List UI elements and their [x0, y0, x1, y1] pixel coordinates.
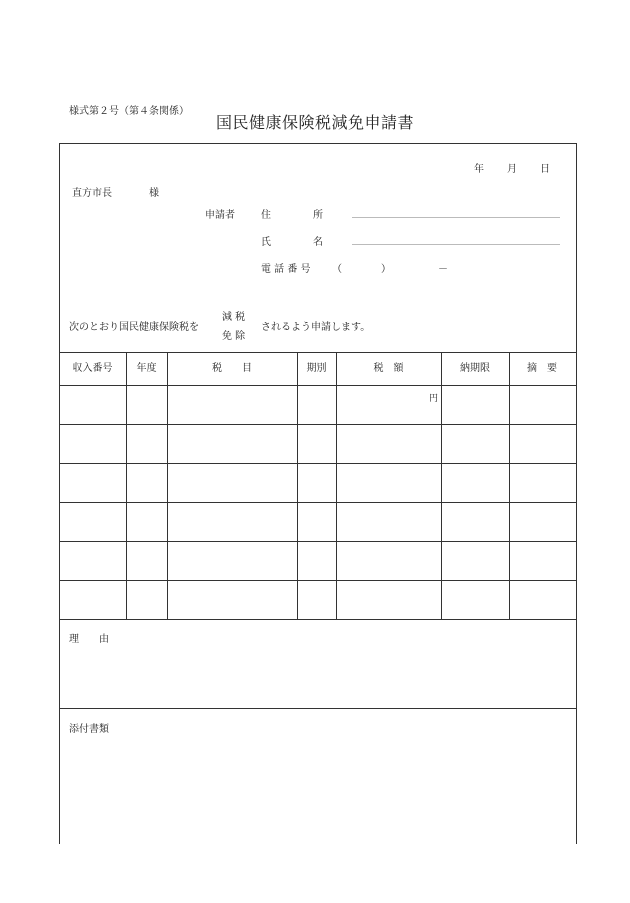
table-row-border — [59, 580, 576, 581]
phone-label: 電 話 番 号 — [261, 264, 311, 275]
name-field[interactable] — [352, 244, 560, 245]
table-bottom-border — [59, 619, 576, 620]
option-tax-reduction: 減 税 — [222, 312, 246, 323]
header-remarks: 摘 要 — [527, 363, 557, 374]
name-label-1: 氏 — [261, 237, 271, 248]
form-frame — [59, 143, 577, 844]
table-header-border — [59, 385, 576, 386]
header-fiscal-year: 年度 — [136, 363, 157, 374]
name-label-2: 名 — [313, 237, 323, 248]
header-tax-item: 税 目 — [212, 363, 252, 374]
address-field[interactable] — [352, 217, 560, 218]
header-period: 期別 — [306, 363, 327, 374]
phone-open-paren: （ — [332, 264, 342, 275]
table-column-divider — [167, 352, 168, 619]
phone-close-paren: ） — [381, 264, 391, 275]
year-label: 年 — [474, 164, 484, 175]
address-label-1: 住 — [261, 210, 271, 221]
table-column-divider — [336, 352, 337, 619]
header-revenue-number: 収入番号 — [72, 363, 113, 374]
day-label: 日 — [540, 164, 550, 175]
statement-prefix: 次のとおり国民健康保険税を — [69, 322, 199, 333]
addressee-honorific: 様 — [149, 188, 159, 199]
table-column-divider — [126, 352, 127, 619]
applicant-label: 申請者 — [205, 210, 235, 221]
attachments-label: 添付書類 — [69, 724, 109, 735]
reason-bottom-border — [59, 708, 576, 709]
address-label-2: 所 — [313, 210, 323, 221]
table-column-divider — [509, 352, 510, 619]
table-column-divider — [297, 352, 298, 619]
table-row-border — [59, 541, 576, 542]
table-row-border — [59, 502, 576, 503]
page-title: 国民健康保険税減免申請書 — [215, 113, 414, 132]
form-number: 様式第２号（第４条関係） — [69, 106, 189, 117]
reason-label: 理 由 — [69, 634, 109, 645]
table-row-border — [59, 424, 576, 425]
phone-dash: － — [438, 264, 448, 275]
table-column-divider — [441, 352, 442, 619]
option-tax-exemption: 免 除 — [222, 331, 246, 342]
addressee-name: 直方市長 — [72, 188, 112, 199]
table-row-border — [59, 463, 576, 464]
yen-unit: 円 — [429, 394, 439, 404]
header-due-date: 納期限 — [460, 363, 490, 374]
header-tax-amount: 税 額 — [373, 363, 404, 374]
statement-suffix: されるよう申請します。 — [261, 322, 371, 333]
month-label: 月 — [507, 164, 517, 175]
